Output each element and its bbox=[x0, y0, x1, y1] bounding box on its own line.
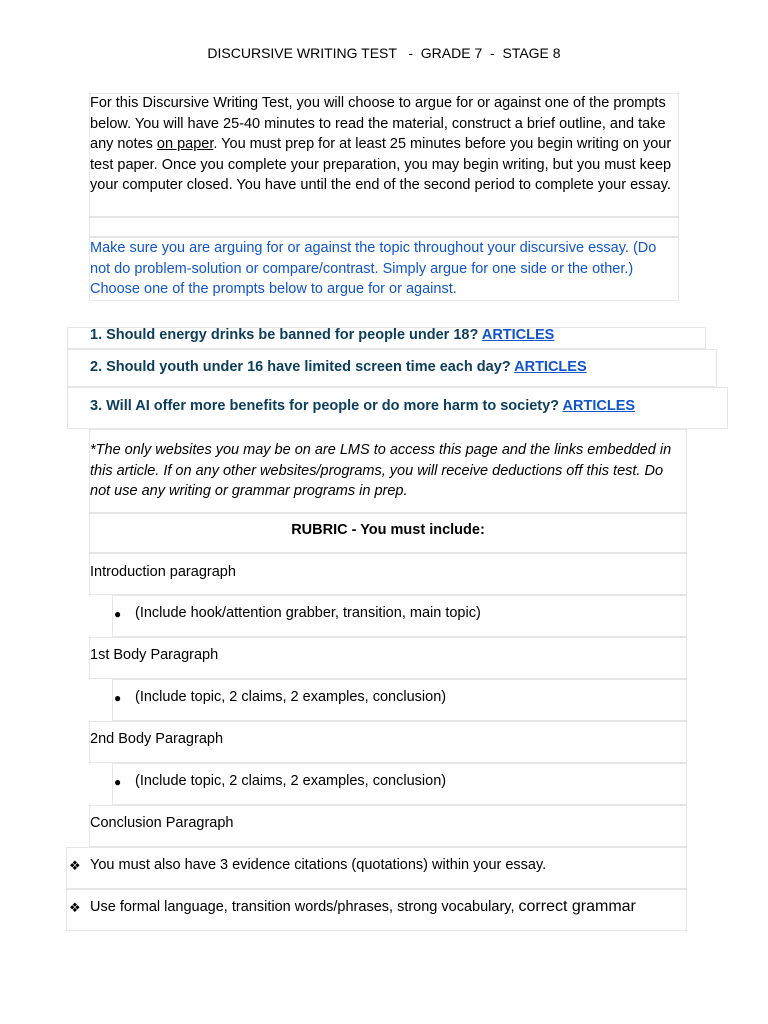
rubric-intro: Introduction paragraph bbox=[90, 564, 236, 580]
prompt-1-text: 1. Should energy drinks be banned for people under 18? bbox=[90, 327, 482, 343]
prompt-1-articles-link[interactable]: ARTICLES bbox=[481, 327, 555, 343]
prompt-2-text: 2. Should youth under 16 have limited screen time each day? bbox=[90, 359, 515, 375]
bullet-icon: ● bbox=[114, 607, 122, 621]
rubric-conclusion: Conclusion Paragraph bbox=[90, 815, 234, 831]
rubric-heading: RUBRIC - You must include: bbox=[291, 522, 485, 538]
bullet-icon: ● bbox=[114, 775, 122, 789]
page-title: DISCURSIVE WRITING TEST - GRADE 7 - STAGE 8 bbox=[207, 45, 561, 61]
instructions-text bbox=[90, 93, 675, 196]
prompt-3-articles-link[interactable]: ARTICLES bbox=[562, 398, 636, 414]
on-paper-emphasis: on paper bbox=[156, 136, 214, 153]
rubric-body2-detail: (Include topic, 2 claims, 2 examples, conclusion) bbox=[135, 773, 447, 789]
rubric-intro-detail: (Include hook/attention grabber, transition, main topic) bbox=[135, 605, 481, 621]
instructions-part1: For this Discursive Writing Test, you will choose to argue for or against one of the prompts below. You will have 25-40 minutes to read the material, construct a brief outline, and take any notes bbox=[90, 95, 666, 153]
rubric-body1-detail: (Include topic, 2 claims, 2 examples, conclusion) bbox=[135, 689, 447, 705]
prompt-1 bbox=[90, 327, 554, 343]
prompt-2-articles-link[interactable]: ARTICLES bbox=[514, 359, 587, 375]
diamond-bullet-icon: ❖ bbox=[69, 900, 81, 915]
prompt-3-text: 3. Will AI offer more benefits for people or do more harm to society? bbox=[90, 398, 563, 414]
rubric-evidence: You must also have 3 evidence citations (quotations) within your essay. bbox=[90, 857, 547, 873]
rubric-body2: 2nd Body Paragraph bbox=[90, 731, 224, 747]
prompt-3 bbox=[90, 398, 635, 414]
bullet-icon: ● bbox=[114, 691, 122, 705]
rubric-language-text: Use formal language, transition words/phrases, strong vocabulary, bbox=[90, 899, 519, 915]
rubric-language-end: correct grammar bbox=[518, 898, 636, 915]
reminder-text: Make sure you are arguing for or against the topic throughout your discursive essay. (Do not do problem-solution or compare/contrast. Simply argue for one side or the other.) Choose one of the prompts below to argue for or against. bbox=[90, 240, 657, 298]
prompt-2 bbox=[90, 359, 587, 375]
instructions-spacer bbox=[89, 217, 679, 237]
websites-notice: *The only websites you may be on are LMS to access this page and the links embedded in this article. If on any other websites/programs, you will receive deductions off this test. Do not use any writing or grammar programs in prep. bbox=[90, 442, 672, 500]
diamond-bullet-icon: ❖ bbox=[69, 858, 81, 873]
instructions-part2: . You must prep for at least 25 minutes before you begin writing on your test paper. Once you complete your preparation, you may begin writing, but you must keep your computer closed. You have until the end of the second period to complete your essay. bbox=[90, 136, 672, 194]
rubric-language bbox=[90, 898, 636, 916]
rubric-body1: 1st Body Paragraph bbox=[90, 647, 219, 663]
